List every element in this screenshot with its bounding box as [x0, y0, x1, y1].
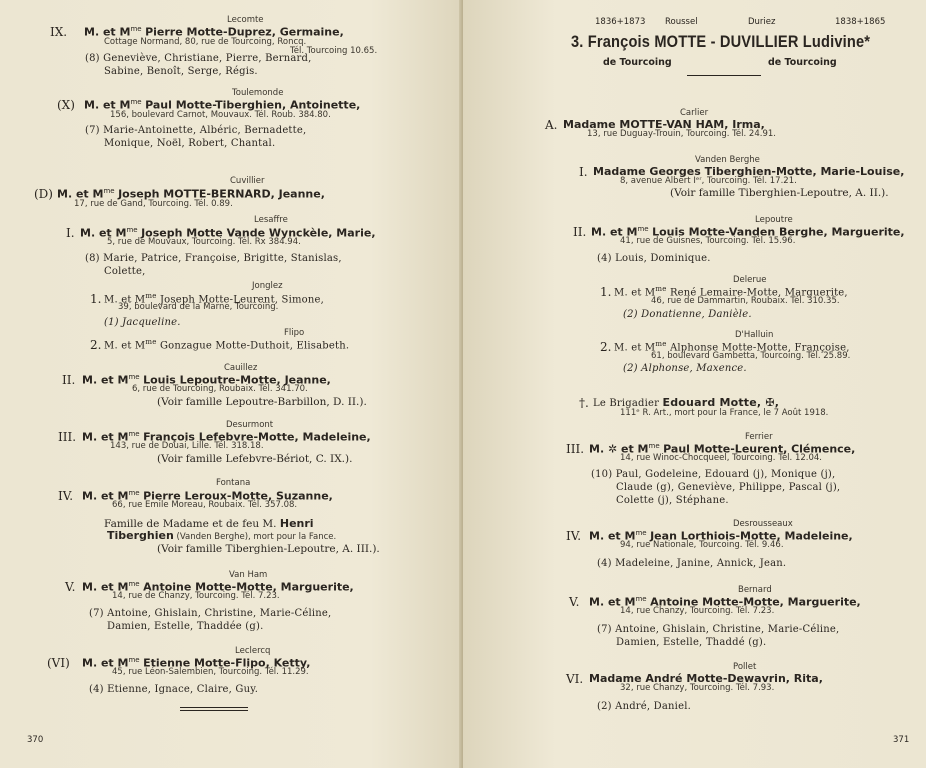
maiden-name: Cauillez — [224, 363, 258, 373]
entry-number: IV. — [58, 489, 74, 503]
entry-address: 17, rue de Gand, Tourcoing. Tél. 0.89. — [74, 199, 233, 209]
children-list: Colette (j), Stéphane. — [616, 495, 729, 506]
entry-address: 14, rue Chanzy, Tourcoing. Tél. 7.23. — [620, 606, 775, 616]
maiden-name: Flipo — [284, 328, 305, 338]
entry-address: 5, rue de Mouvaux, Tourcoing. Tél. Rx 384.94. — [107, 237, 301, 247]
entry-number: (D) — [34, 187, 53, 201]
entry-number: 1. — [600, 285, 612, 299]
entry-address: 143, rue de Douai, Lille. Tél. 318.18. — [110, 441, 264, 451]
entry-name: M. et $M^{me}$ Joseph Motte-Leurent, Simone, — [104, 292, 325, 306]
right-page — [463, 0, 926, 768]
entry-name: M. et $M^{me}$ Pierre Motte-Duprez, Germaine, — [84, 25, 344, 39]
entry-name: M. et $M^{me}$ Antoine Motte-Motte, Marguerite, — [82, 580, 354, 594]
children-list: Damien, Estelle, Thaddée (g). — [107, 621, 264, 632]
page-number: 371 — [893, 735, 910, 745]
entry-name: M. et $M^{me}$ Antoine Motte-Motte, Marguerite, — [589, 595, 861, 609]
header-maiden-right: Duriez — [748, 17, 776, 27]
children-list: Claude (g), Geneviève, Philippe, Pascal (j), — [616, 482, 841, 493]
entry-name: M. et $M^{me}$ Etienne Motte-Flipo, Ketty, — [82, 656, 311, 670]
end-rule — [180, 710, 248, 711]
entry-name: M. ✲ et $M^{me}$ Paul Motte-Leurent, Clémence, — [589, 442, 856, 456]
maiden-name: Ferrier — [745, 432, 773, 442]
entry-name: M. et $M^{me}$ Louis Motte-Vanden Berghe, Marguerite, — [591, 225, 905, 239]
entry-number: (X) — [57, 98, 75, 112]
maiden-name: Delerue — [733, 275, 767, 285]
children-list: Damien, Estelle, Thaddé (g). — [616, 637, 767, 648]
entry-address: 156, boulevard Carnot, Mouvaux. Tél. Roub. 384.80. — [110, 110, 331, 120]
end-rule — [180, 707, 248, 708]
children-list: Monique, Noël, Robert, Chantal. — [104, 138, 276, 149]
maiden-name: Jonglez — [252, 281, 283, 291]
entry-number: A. — [545, 118, 558, 132]
entry-number: 2. — [600, 340, 612, 354]
children-list: (8) Marie, Patrice, Françoise, Brigitte, Stanislas, — [85, 253, 342, 264]
entry-address: 41, rue de Guisnes, Tourcoing. Tél. 15.96. — [620, 236, 796, 246]
page-title: 3. François MOTTE - DUVILLIER Ludivine* — [571, 32, 871, 51]
maiden-name: Toulemonde — [232, 88, 284, 98]
entry-number: V. — [569, 595, 580, 609]
maiden-name: Fontana — [216, 478, 251, 488]
entry-name: Madame André Motte-Dewavrin, Rita, — [589, 672, 823, 685]
entry-number: I. — [579, 165, 588, 179]
entry-address: Cottage Normand, 80, rue de Tourcoing, Roncq. — [104, 37, 307, 47]
entry-address: 111ᵉ R. Art., mort pour la France, le 7 Août 1918. — [620, 408, 829, 418]
children-list: (10) Paul, Godeleine, Edouard (j), Monique (j), — [591, 469, 836, 480]
entry-name: M. et $M^{me}$ Joseph MOTTE-BERNARD, Jeanne, — [57, 187, 325, 201]
entry-address: 13, rue Duguay-Trouin, Tourcoing. Tél. 24.91. — [587, 129, 776, 139]
children-list: (7) Antoine, Ghislain, Christine, Marie-Céline, — [89, 608, 332, 619]
entry-number: III. — [58, 430, 77, 444]
entry-name: Madame MOTTE-VAN HAM, Irma, — [563, 118, 765, 131]
maiden-name: Desrousseaux — [733, 519, 793, 529]
entry-name: M. et $M^{me}$ Louis Lepoutre-Motte, Jeanne, — [82, 373, 331, 387]
entry-number: IX. — [50, 25, 68, 39]
entry-name: M. et $M^{me}$ Paul Motte-Tiberghien, Antoinette, — [84, 98, 361, 112]
entry-number: †. — [579, 396, 589, 410]
header-place-left: de Tourcoing — [603, 57, 672, 68]
entry-address: 32, rue Chanzy, Tourcoing. Tél. 7.93. — [620, 683, 775, 693]
maiden-name: Cuvillier — [230, 176, 265, 186]
header-maiden-left: Roussel — [665, 17, 698, 27]
see-also-note: (Voir famille Lepoutre-Barbillon, D. II.). — [157, 396, 367, 408]
see-also-note: (Voir famille Tiberghien-Lepoutre, A. III.). — [157, 543, 380, 555]
entry-address: 94, rue Nationale, Tourcoing. Tél. 9.46. — [620, 540, 784, 550]
maiden-name: Lecomte — [227, 15, 264, 25]
children-list: (1) Jacqueline. — [104, 317, 181, 328]
entry-number: V. — [65, 580, 76, 594]
entry-phone: Tél. Tourcoing 10.65. — [290, 46, 378, 56]
family-note: Famille de Madame et de feu M. Henri — [104, 517, 314, 530]
children-list: (4) Madeleine, Janine, Annick, Jean. — [597, 558, 787, 569]
entry-name: M. et $M^{me}$ René Lemaire-Motte, Marguerite, — [614, 285, 848, 299]
children-list: (4) Louis, Dominique. — [597, 253, 711, 264]
entry-name: Madame Georges Tiberghien-Motte, Marie-Louise, — [593, 165, 905, 178]
entry-address: 14, rue Winoc-Chocqueel, Tourcoing. Tél. 12.04. — [620, 453, 822, 463]
maiden-name: Van Ham — [229, 570, 268, 580]
entry-address: 45, rue Léon-Salembien, Tourcoing. Tél. 11.29. — [112, 667, 309, 677]
children-list: (2) Donatienne, Danièle. — [623, 309, 752, 320]
entry-address: 61, boulevard Gambetta, Tourcoing. Tél. 25.89. — [651, 351, 851, 361]
header-dates-left: 1836+1873 — [595, 17, 646, 27]
entry-number: III. — [566, 442, 585, 456]
family-note: Tiberghien (Vanden Berghe), mort pour la Fance. — [107, 529, 337, 542]
entry-name: M. et $M^{me}$ François Lefebvre-Motte, Madeleine, — [82, 430, 371, 444]
entry-address: 39, boulevard de la Marne, Tourcoing. — [118, 302, 279, 312]
entry-name: M. et $M^{me}$ Alphonse Motte-Motte, Françoise, — [614, 340, 850, 354]
children-list: (8) Geneviève, Christiane, Pierre, Bernard, — [85, 53, 312, 64]
entry-name: M. et $M^{me}$ Jean Lorthiois-Motte, Madeleine, — [589, 529, 853, 543]
entry-address: 46, rue de Dammartin, Roubaix. Tél. 310.35. — [651, 296, 840, 306]
maiden-name: Bernard — [738, 585, 772, 595]
entry-address: 8, avenue Albert Iᵉʳ, Tourcoing. Tél. 17.21. — [620, 176, 797, 186]
entry-number: II. — [62, 373, 76, 387]
children-list: (7) Marie-Antoinette, Albéric, Bernadette, — [85, 125, 307, 136]
entry-number: VI. — [566, 672, 584, 686]
page-number: 370 — [27, 735, 44, 745]
entry-number: I. — [66, 226, 75, 240]
maiden-name: Pollet — [733, 662, 757, 672]
children-list: (2) André, Daniel. — [597, 701, 691, 712]
entry-name: M. et $M^{me}$ Pierre Leroux-Motte, Suzanne, — [82, 489, 333, 503]
children-list: (4) Etienne, Ignace, Claire, Guy. — [89, 684, 259, 695]
entry-number: 2. — [90, 338, 102, 352]
maiden-name: Vanden Berghe — [695, 155, 760, 165]
header-rule — [687, 75, 761, 76]
see-also-note: (Voir famille Tiberghien-Lepoutre, A. II.). — [670, 187, 889, 199]
entry-name: M. et $M^{me}$ Gonzague Motte-Duthoit, Elisabeth. — [104, 338, 350, 352]
header-place-right: de Tourcoing — [768, 57, 837, 68]
maiden-name: Lesaffre — [254, 215, 288, 225]
children-list: Colette, — [104, 266, 146, 277]
entry-number: (VI) — [47, 656, 70, 670]
maiden-name: Desurmont — [226, 420, 274, 430]
entry-number: II. — [573, 225, 587, 239]
entry-address: 66, rue Emile Moreau, Roubaix. Tél. 357.08. — [112, 500, 298, 510]
maiden-name: Carlier — [680, 108, 709, 118]
maiden-name: Leclercq — [235, 646, 271, 656]
entry-address: 6, rue de Tourcoing, Roubaix. Tél. 341.70. — [132, 384, 308, 394]
maiden-name: Lepoutre — [755, 215, 793, 225]
maiden-name: D'Halluin — [735, 330, 774, 340]
entry-number: IV. — [566, 529, 582, 543]
children-list: (7) Antoine, Ghislain, Christine, Marie-Céline, — [597, 624, 840, 635]
entry-number: 1. — [90, 292, 102, 306]
entry-name: M. et $M^{me}$ Joseph Motte Vande Wynckèle, Marie, — [80, 226, 376, 240]
entry-address: 14, rue de Chanzy, Tourcoing. Tél. 7.23. — [112, 591, 280, 601]
entry-name: Le Brigadier Edouard Motte, ✠, — [593, 396, 780, 409]
header-dates-right: 1838+1865 — [835, 17, 886, 27]
see-also-note: (Voir famille Lefebvre-Bériot, C. IX.). — [157, 453, 353, 465]
children-list: (2) Alphonse, Maxence. — [623, 363, 747, 374]
children-list: Sabine, Benoît, Serge, Régis. — [104, 66, 258, 77]
